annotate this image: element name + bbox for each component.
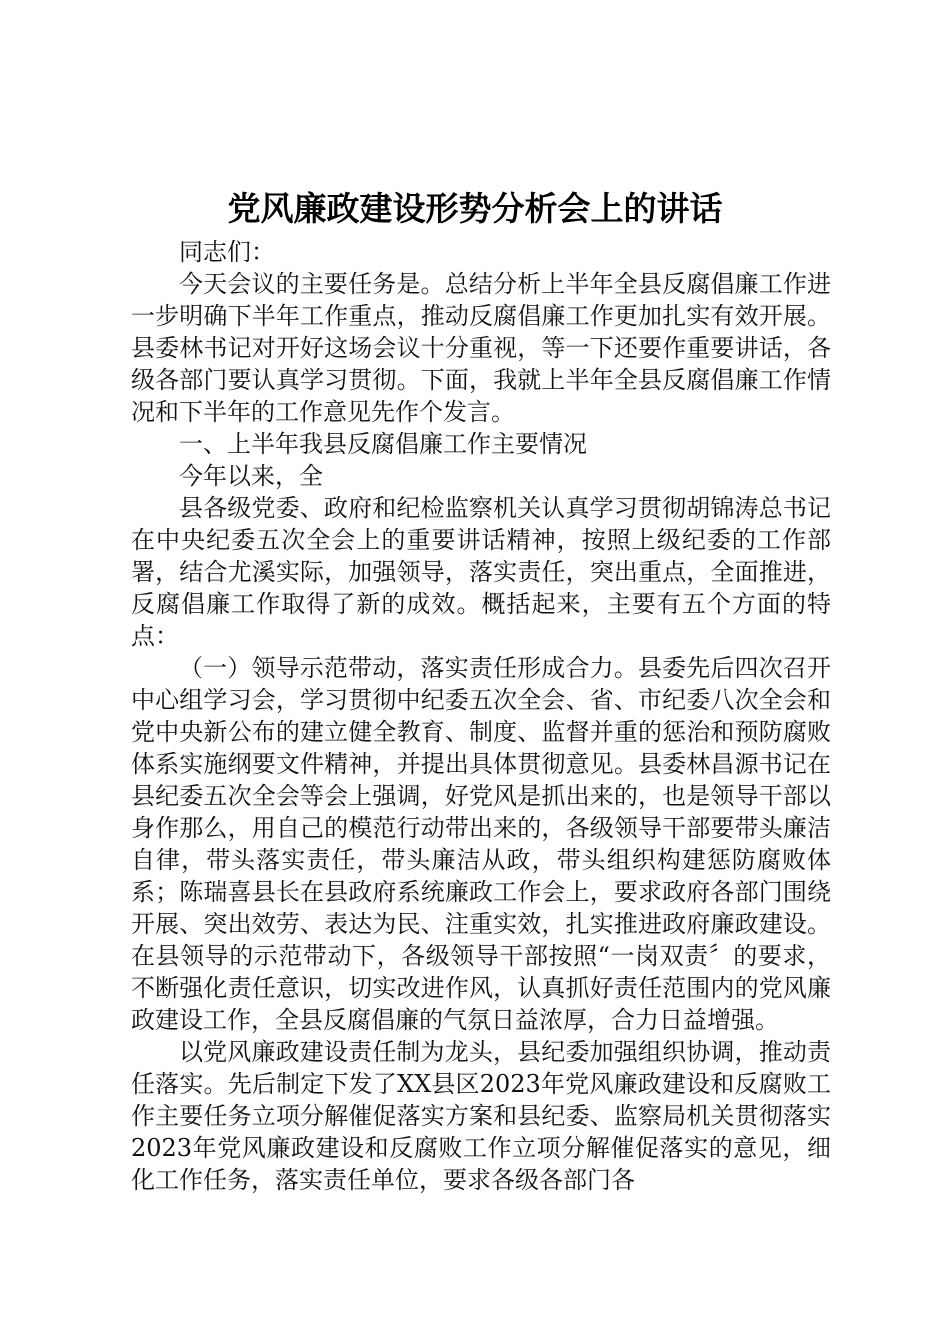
paragraph-responsibility: 以党风廉政建设责任制为龙头，县纪委加强组织协调，推动责任落实。先后制定下发了XX县区2023年党风廉政建设和反腐败工作主要任务立项分解催促落实方案和县纪委、监察局机关贯彻落实2023年党风廉政建设和反腐败工作立项分解催促落实的意见，细化工作任务，落实责任单位，要求各级各部门各 <box>131 1038 831 1194</box>
document-title: 党风廉政建设形势分析会上的讲话 <box>227 189 723 228</box>
paragraph-intro: 今天会议的主要任务是。总结分析上半年全县反腐倡廉工作进一步明确下半年工作重点，推动反腐倡廉工作更加扎实有效开展。县委林书记对开好这场会议十分重视，等一下还要作重要讲话，各级各部门要认真学习贯彻。下面，我就上半年全县反腐倡廉工作情况和下半年的工作意见先作个发言。 <box>131 270 831 426</box>
section-heading: 一、上半年我县反腐倡廉工作主要情况 <box>179 430 587 458</box>
document-body <box>131 236 831 1196</box>
paragraph-item-one: （一）领导示范带动，落实责任形成合力。县委先后四次召开中心组学习会，学习贯彻中纪委五次全会、省、市纪委八次全会和党中央新公布的建立健全教育、制度、监督并重的惩治和预防腐败体系实施纲要文件精神，并提出具体贯彻意见。县委林昌源书记在县纪委五次全会等会上强调，好党风是抓出来的，也是领导干部以身作那么，用自己的模范行动带出来的，各级领导干部要带头廉洁自律，带头落实责任，带头廉洁从政，带头组织构建惩防腐败体系；陈瑞喜县长在县政府系统廉政工作会上，要求政府各部门围绕开展、突出效劳、表达为民、注重实效，扎实推进政府廉政建设。在县领导的示范带动下，各级领导干部按照“一岗双责〞的要求，不断强化责任意识，切实改进作风，认真抓好责任范围内的党风廉政建设工作，全县反腐倡廉的气氛日益浓厚，合力日益增强。 <box>131 654 831 1034</box>
paragraph-salutation: 同志们： <box>179 238 275 266</box>
paragraph-overview: 县各级党委、政府和纪检监察机关认真学习贯彻胡锦涛总书记在中央纪委五次全会上的重要讲话精神，按照上级纪委的工作部署，结合尤溪实际，加强领导，落实责任，突出重点，全面推进，反腐倡廉工作取得了新的成效。概括起来，主要有五个方面的特点： <box>131 494 831 650</box>
paragraph-fragment: 今年以来，全 <box>179 462 323 490</box>
